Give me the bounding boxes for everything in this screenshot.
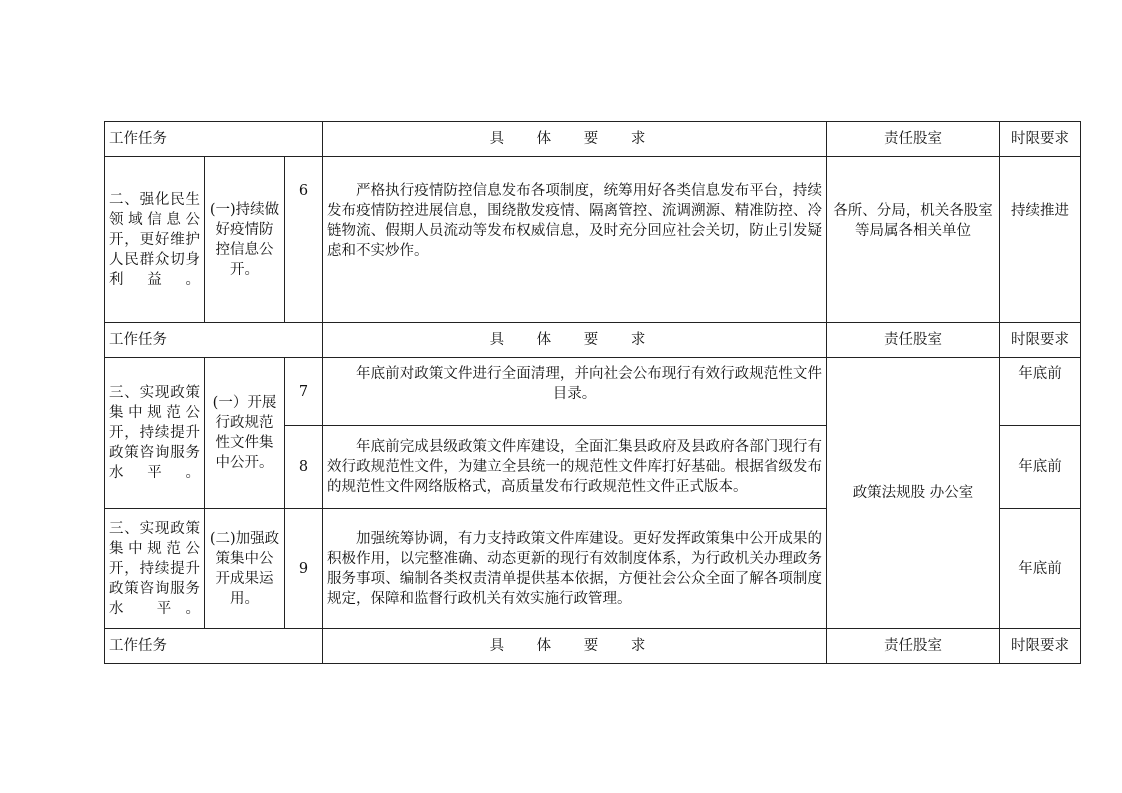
- header-department: 责任股室: [827, 629, 1000, 664]
- category-cell: 三、实现政策集中规范公开，持续提升政策咨询服务水 平。: [105, 509, 205, 629]
- department-cell: 各所、分局，机关各股室等局属各相关单位: [827, 157, 1000, 323]
- item-number: 7: [285, 358, 323, 426]
- requirement-cell: [323, 358, 827, 426]
- requirement-cell: [323, 426, 827, 509]
- category-cell: 二、强化民生领域信息公开，更好维护人民群众切身利益。: [105, 157, 205, 323]
- header-row: [105, 323, 1081, 358]
- item-number: 6: [285, 157, 323, 323]
- header-department: 责任股室: [827, 122, 1000, 157]
- sub-task-cell: (二)加强政策集中公开成果运用。: [205, 509, 285, 629]
- header-deadline: 时限要求: [1000, 629, 1081, 664]
- department-cell: 政策法规股 办公室: [827, 358, 1000, 629]
- header-row: [105, 629, 1081, 664]
- work-task-table: [104, 121, 1081, 664]
- deadline-cell: 年底前: [1000, 426, 1081, 509]
- sub-task-cell: (一）开展行政规范性文件集中公开。: [205, 358, 285, 509]
- requirement-text: 严格执行疫情防控信息发布各项制度，统筹用好各类信息发布平台，持续发布疫情防控进展信息，围绕散发疫情、隔离管控、流调溯源、精准防控、冷链物流、假期人员流动等发布权威信息，及时充分回应社会关切，防止引发疑虑和不实炒作。: [327, 183, 822, 259]
- requirement-text: 加强统筹协调，有力支持政策文件库建设。更好发挥政策集中公开成果的积极作用，以完整准确、动态更新的现行有效制度体系，为行政机关办理政务服务事项、编制各类权责清单提供基本依据，方便社会公众全面了解各项制度规定，保障和监督行政机关有效实施行政管理。: [327, 530, 822, 607]
- header-task: 工作任务: [105, 122, 323, 157]
- item-number: 9: [285, 509, 323, 629]
- sub-task-cell: (一)持续做好疫情防控信息公开。: [205, 157, 285, 323]
- header-department: 责任股室: [827, 323, 1000, 358]
- deadline-cell: 持续推进: [1000, 157, 1081, 323]
- header-deadline: 时限要求: [1000, 122, 1081, 157]
- table-row: [105, 157, 1081, 323]
- header-requirement: 具 体 要 求: [323, 629, 827, 664]
- header-deadline: 时限要求: [1000, 323, 1081, 358]
- header-requirement: 具 体 要 求: [323, 122, 827, 157]
- deadline-cell: 年底前: [1000, 509, 1081, 629]
- header-requirement: 具 体 要 求: [323, 323, 827, 358]
- header-row: [105, 122, 1081, 157]
- header-task: 工作任务: [105, 323, 323, 358]
- requirement-cell: [323, 509, 827, 629]
- table-row: [105, 358, 1081, 426]
- requirement-text: 年底前完成县级政策文件库建设，全面汇集县政府及县政府各部门现行有效行政规范性文件，为建立全县统一的规范性文件库打好基础。根据省级发布的规范性文件网络版格式，高质量发布行政规范性文件正式版本。: [327, 439, 822, 495]
- deadline-cell: 年底前: [1000, 358, 1081, 426]
- category-cell: 三、实现政策集中规范公开，持续提升政策咨询服务水平。: [105, 358, 205, 509]
- item-number: 8: [285, 426, 323, 509]
- requirement-cell: [323, 157, 827, 323]
- header-task: 工作任务: [105, 629, 323, 664]
- requirement-text: 年底前对政策文件进行全面清理，并向社会公布现行有效行政规范性文件目录。: [356, 366, 822, 402]
